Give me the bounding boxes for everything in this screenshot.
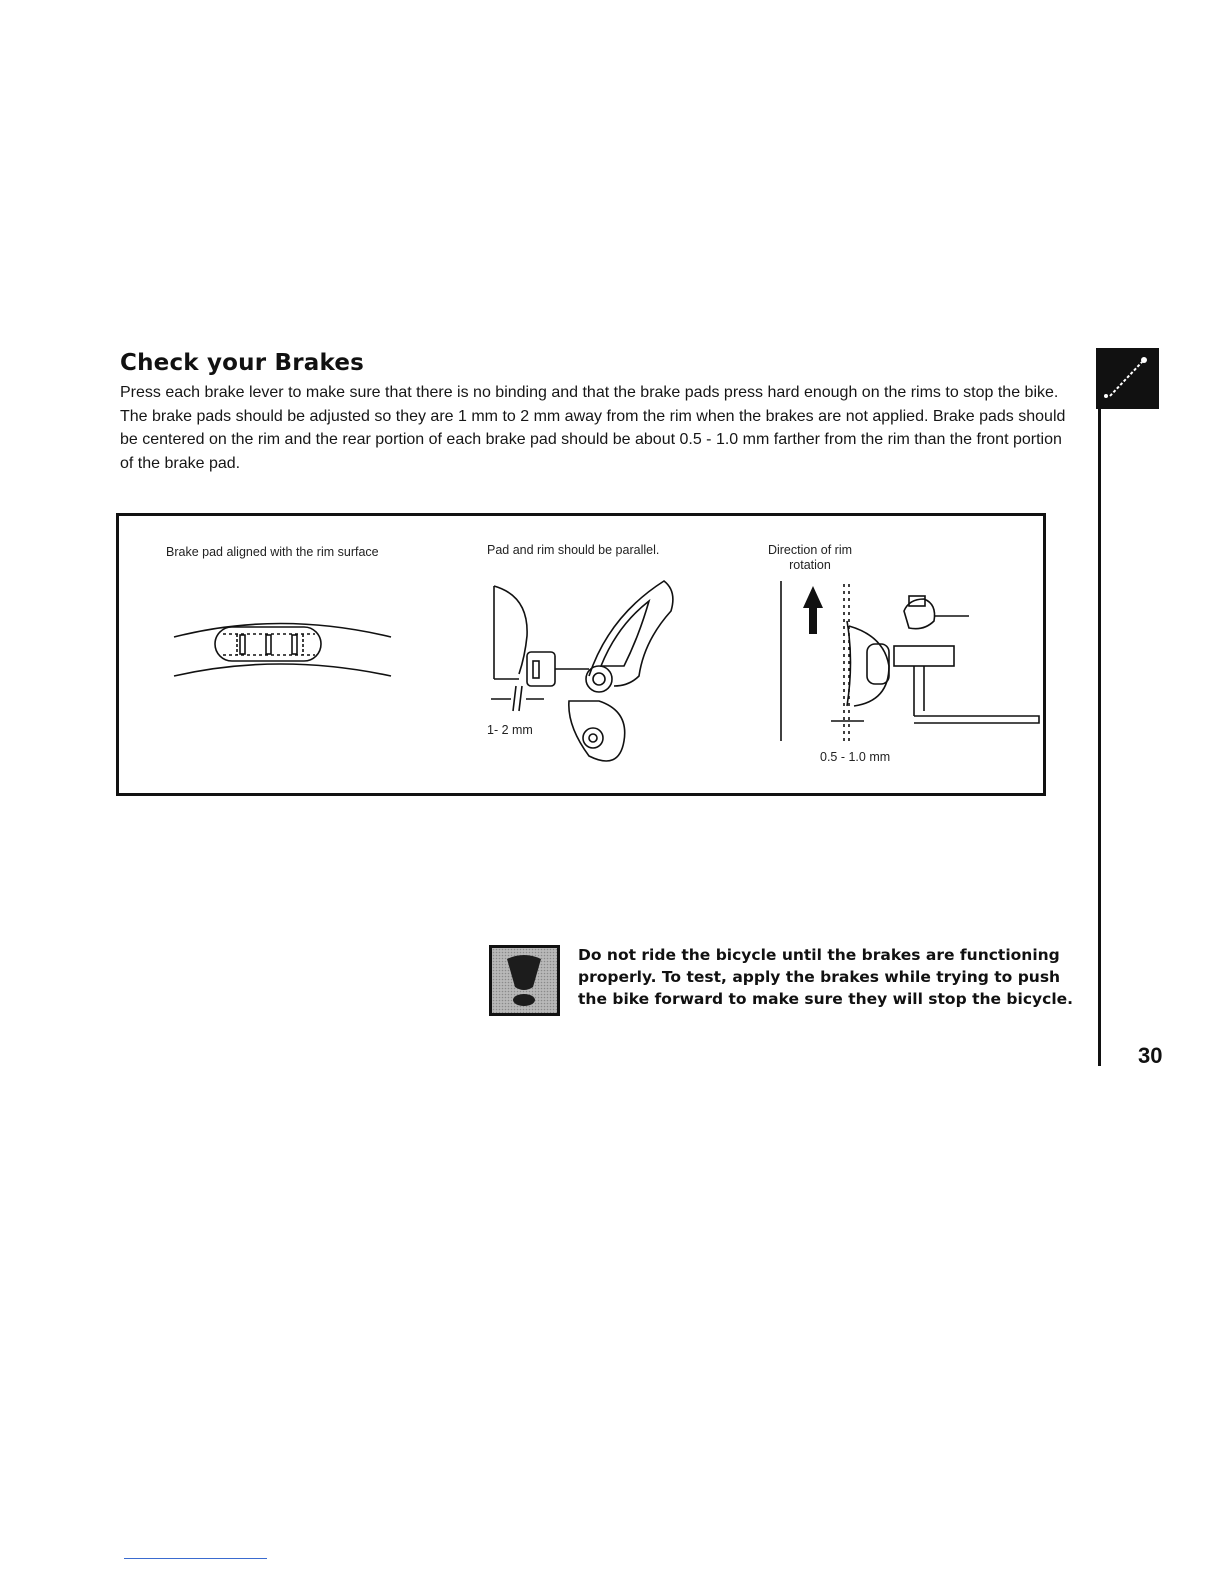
- pad-on-rim-illustration: [174, 624, 391, 677]
- warning-text: Do not ride the bicycle until the brakes are functioning properly. To test, apply the brakes while trying to push the bike forward to make sure they will stop the bicycle.: [578, 946, 1074, 1008]
- section-body: Press each brake lever to make sure that there is no binding and that the brake pads press hard enough on the rims to stop the bike. The brake pads should be adjusted so they are 1 mm to 2 mm away from the rim when the brakes are not applied. Brake pads should be centered on the rim and the rear portion of each brake pad should be about 0.5 - 1.0 mm farther from the rim than the front portion of the brake pad.: [120, 384, 1066, 472]
- warning-icon: [489, 945, 560, 1016]
- dimension-label-toe-in: 0.5 - 1.0 mm: [820, 750, 891, 764]
- section-title: Check your Brakes: [120, 350, 365, 376]
- figure-caption-rotation: Direction of rim rotation: [767, 543, 853, 572]
- figure-caption-parallel: Pad and rim should be parallel.: [487, 543, 660, 557]
- rotation-arrow-icon: [803, 586, 823, 634]
- brake-figure-panel: [116, 513, 1046, 796]
- footer-rule: [124, 1558, 267, 1559]
- tool-icon: [1096, 348, 1159, 409]
- figure-caption-pad-alignment: Brake pad aligned with the rim surface: [166, 545, 379, 559]
- margin-rule: [1098, 350, 1101, 1066]
- page-number: 30: [1138, 1043, 1163, 1068]
- dimension-label-gap: 1- 2 mm: [487, 723, 533, 737]
- section-tab: [1096, 348, 1159, 409]
